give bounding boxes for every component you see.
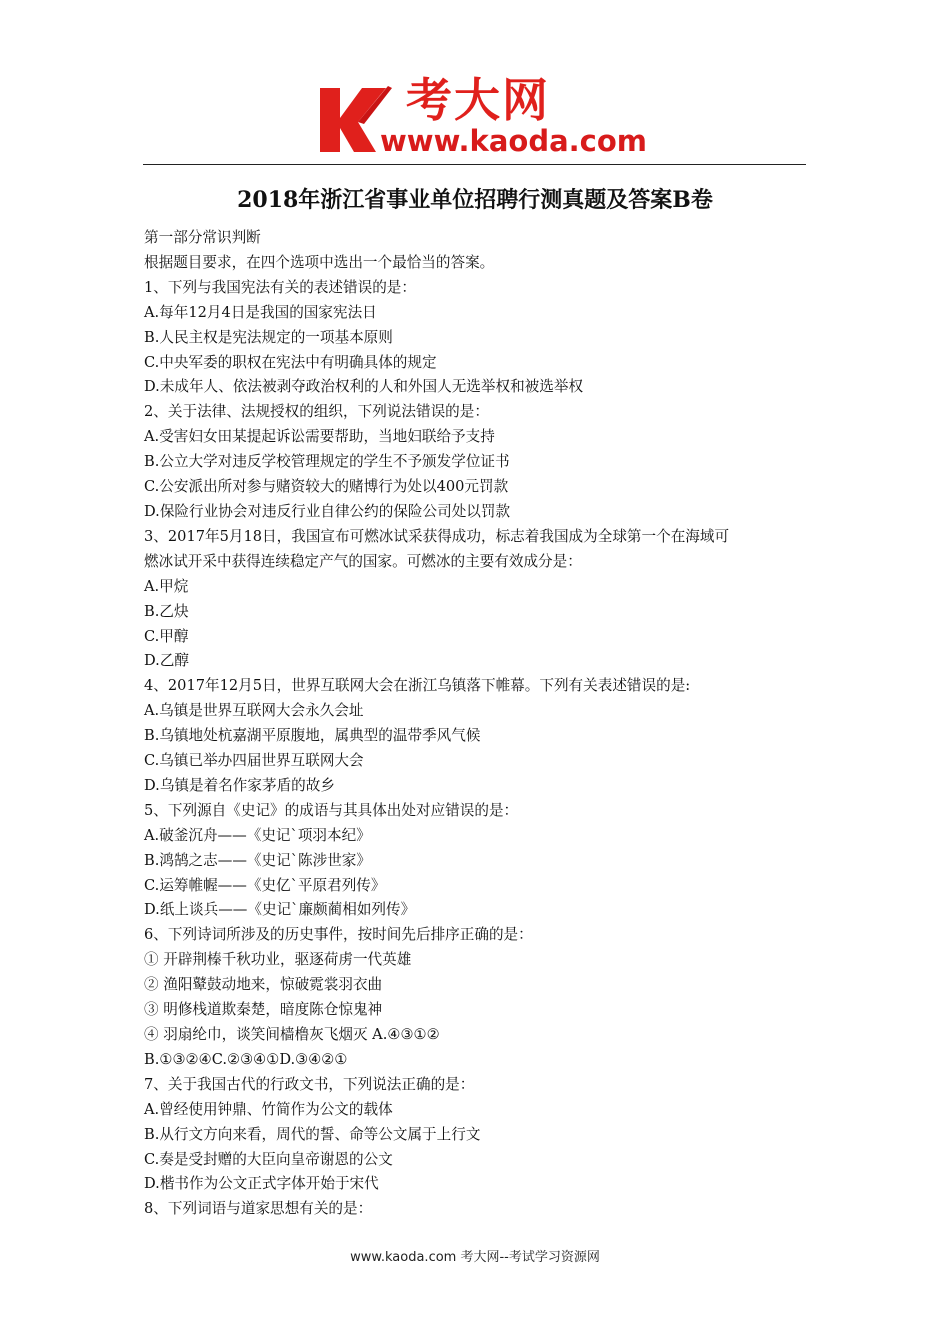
question-1-option-b: B.人民主权是宪法规定的一项基本原则 xyxy=(144,328,393,346)
question-7-option-a: A.曾经使用钟鼎、竹简作为公文的载体 xyxy=(144,1100,393,1118)
question-1-option-a: A.每年12月4日是我国的国家宪法日 xyxy=(144,303,377,321)
question-4-option-a: A.乌镇是世界互联网大会永久会址 xyxy=(144,702,364,720)
question-3-line-2: 燃冰试开采中获得连续稳定产气的国家。可燃冰的主要有效成分是： xyxy=(144,552,582,570)
document-title: 2018年浙江省事业单位招聘行测真题及答案B卷 xyxy=(237,187,713,213)
question-7-option-d: D.楷书作为公文正式字体开始于宋代 xyxy=(144,1175,379,1193)
question-2-option-d: D.保险行业协会对违反行业自律公约的保险公司处以罚款 xyxy=(144,502,511,520)
question-1-option-d: D.未成年人、依法被剥夺政治权利的人和外国人无选举权和被选举权 xyxy=(144,378,584,396)
question-3-option-a: A.甲烷 xyxy=(144,577,189,595)
question-3-option-b: B.乙炔 xyxy=(144,602,189,620)
question-4-option-c: C.乌镇已举办四届世界互联网大会 xyxy=(144,752,364,770)
question-3-option-d: D.乙醇 xyxy=(144,652,190,670)
question-4-option-d: D.乌镇是着名作家茅盾的故乡 xyxy=(144,776,335,794)
question-5-option-a: A.破釜沉舟——《史记`项羽本纪》 xyxy=(144,826,371,844)
question-1-option-c: C.中央军委的职权在宪法中有明确具体的规定 xyxy=(144,353,437,371)
header-divider xyxy=(143,164,806,165)
question-6-item-3: ③ 明修栈道欺秦楚，暗度陈仓惊鬼神 xyxy=(144,1001,383,1019)
question-6-item-4: ④ 羽扇纶巾，谈笑间樯橹灰飞烟灭 A.④③①② xyxy=(144,1026,440,1043)
question-6-item-2: ② 渔阳鼙鼓动地来，惊破霓裳羽衣曲 xyxy=(144,976,383,994)
question-3-line-1: 3、2017年5月18日，我国宣布可燃冰试采获得成功，标志着我国成为全球第一个在海域可 xyxy=(144,527,730,545)
kaoda-logo xyxy=(318,73,648,158)
question-7: 7、关于我国古代的行政文书，下列说法正确的是： xyxy=(144,1075,475,1093)
question-5-option-b: B.鸿鹄之志——《史记`陈涉世家》 xyxy=(144,851,371,869)
document-body xyxy=(144,226,810,1222)
question-7-option-c: C.奏是受封赠的大臣向皇帝谢恩的公文 xyxy=(144,1150,393,1168)
question-6-item-1: ① 开辟荆榛千秋功业，驱逐荷虏一代英雄 xyxy=(144,951,412,969)
question-2-option-b: B.公立大学对违反学校管理规定的学生不予颁发学位证书 xyxy=(144,453,510,471)
section-heading: 第一部分常识判断 xyxy=(144,229,261,246)
question-3-option-c: C.甲醇 xyxy=(144,627,189,645)
logo-cn-text: 考大网 xyxy=(406,73,550,127)
question-7-option-b: B.从行文方向来看，周代的誓、命等公文属于上行文 xyxy=(144,1125,481,1143)
logo-url-text: www.kaoda.com xyxy=(380,124,647,158)
question-5-option-d: D.纸上谈兵——《史记`廉颇蔺相如列传》 xyxy=(144,901,416,919)
question-2: 2、关于法律、法规授权的组织，下列说法错误的是： xyxy=(144,403,489,421)
question-4-option-b: B.乌镇地处杭嘉湖平原腹地，属典型的温带季风气候 xyxy=(144,727,481,745)
page-footer: www.kaoda.com 考大网--考试学习资源网 xyxy=(350,1250,600,1265)
question-4: 4、2017年12月5日，世界互联网大会在浙江乌镇落下帷幕。下列有关表述错误的是: xyxy=(144,677,691,695)
question-2-option-a: A.受害妇女田某提起诉讼需要帮助，当地妇联给予支持 xyxy=(144,428,495,446)
question-6: 6、下列诗词所涉及的历史事件，按时间先后排序正确的是： xyxy=(144,926,533,944)
question-5: 5、下列源自《史记》的成语与其具体出处对应错误的是： xyxy=(144,801,519,819)
instruction-text: 根据题目要求，在四个选项中选出一个最恰当的答案。 xyxy=(144,253,495,271)
question-6-options: B.①③②④C.②③④①D.③④②① xyxy=(144,1050,348,1068)
question-8: 8、下列词语与道家思想有关的是： xyxy=(144,1200,373,1218)
question-2-option-c: C.公安派出所对参与赌资较大的赌博行为处以400元罚款 xyxy=(144,478,509,496)
question-1: 1、下列与我国宪法有关的表述错误的是： xyxy=(144,278,416,296)
question-5-option-c: C.运筹帷幄——《史亿`平原君列传》 xyxy=(144,876,386,894)
